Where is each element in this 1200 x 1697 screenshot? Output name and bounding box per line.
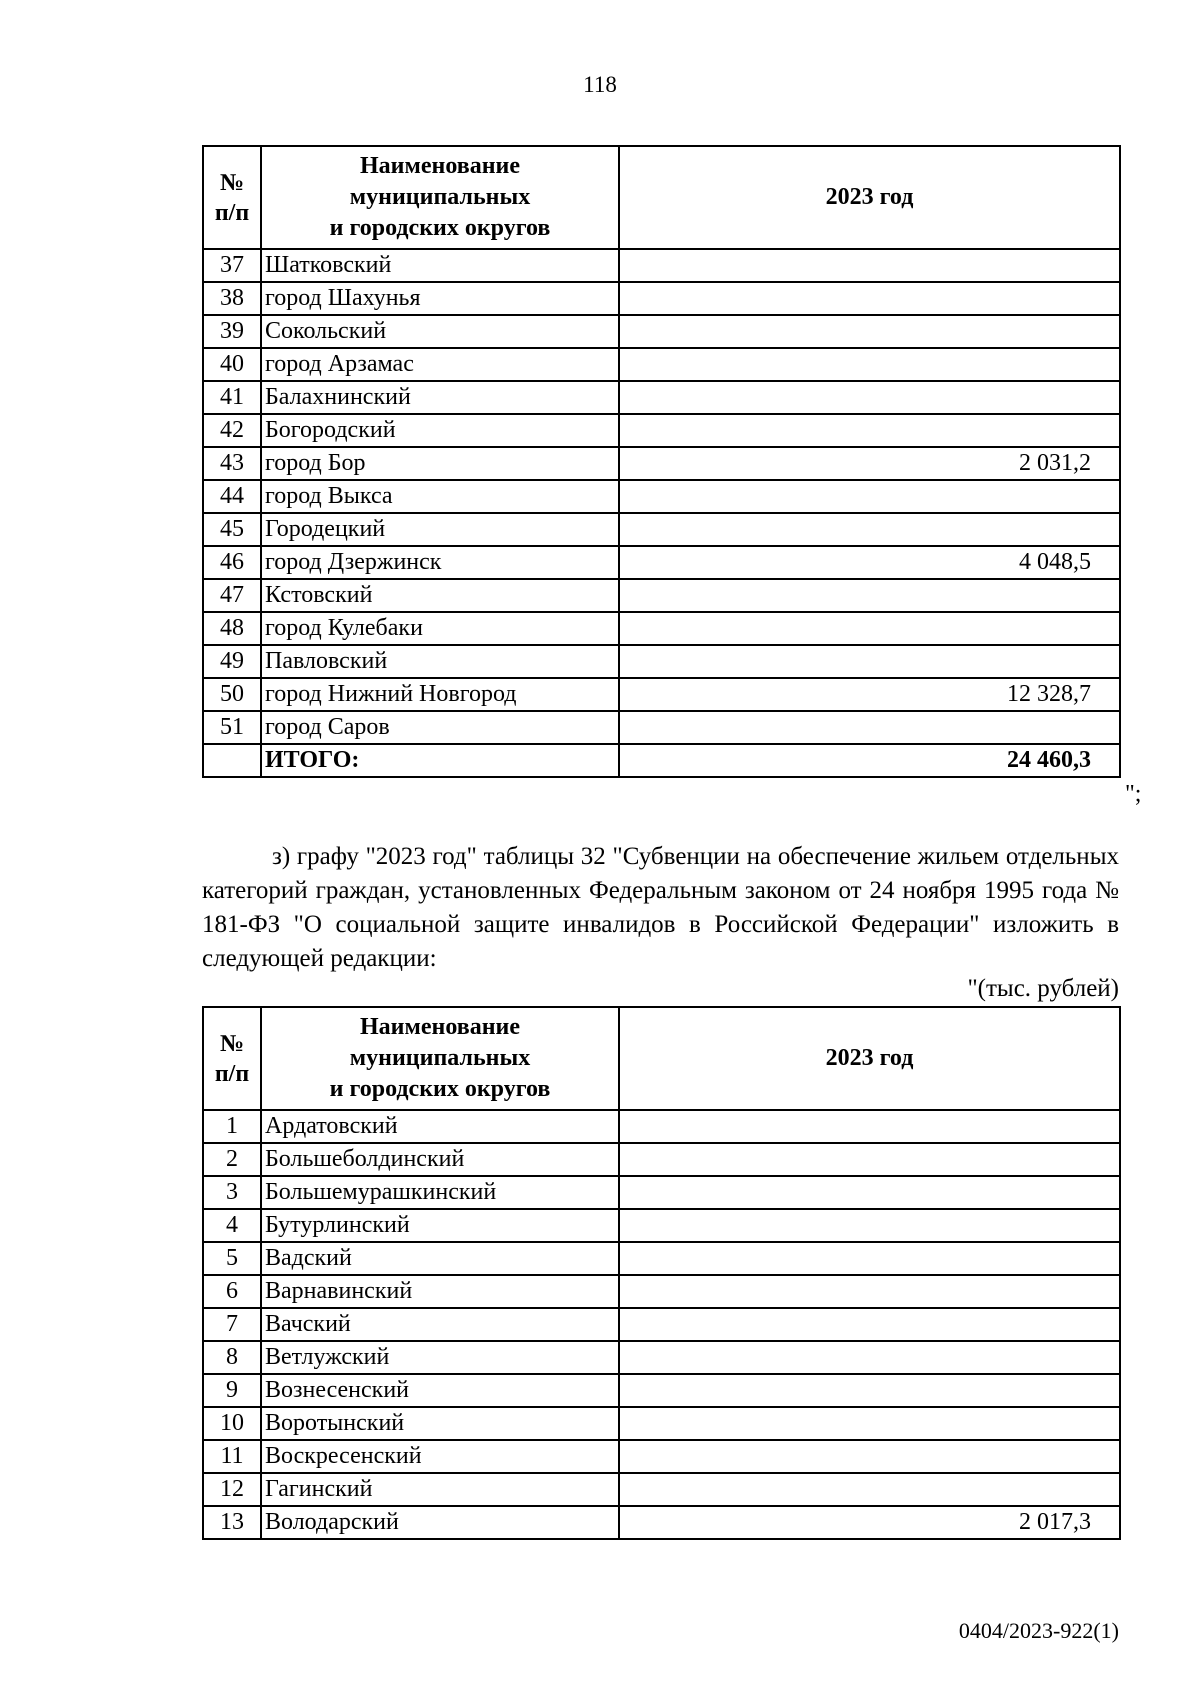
header-number: [203, 1007, 261, 1110]
table-row: [203, 1110, 1120, 1143]
row-number: 44: [203, 480, 261, 513]
header-number-abbrev: п/п: [214, 1060, 250, 1087]
table-body: [203, 249, 1120, 744]
year-value: 2 031,2: [619, 447, 1120, 480]
row-number: 50: [203, 678, 261, 711]
year-value: [619, 579, 1120, 612]
housing-subvention-table: [202, 1006, 1121, 1540]
table-row: [203, 315, 1120, 348]
year-value: [619, 513, 1120, 546]
header-name-line: Наименование: [360, 1014, 520, 1040]
year-value: [619, 711, 1120, 744]
municipality-name: город Кулебаки: [261, 612, 619, 645]
header-number-symbol: №: [219, 169, 245, 196]
municipality-name: Вознесенский: [261, 1374, 619, 1407]
row-number: 2: [203, 1143, 261, 1176]
total-number-cell: [203, 744, 261, 777]
municipality-name: Богородский: [261, 414, 619, 447]
municipality-name: Городецкий: [261, 513, 619, 546]
year-value: [619, 1308, 1120, 1341]
row-number: 42: [203, 414, 261, 447]
year-value: [619, 381, 1120, 414]
municipality-name: город Дзержинск: [261, 546, 619, 579]
table-row: [203, 447, 1120, 480]
year-value: [619, 1374, 1120, 1407]
municipality-name: Варнавинский: [261, 1275, 619, 1308]
row-number: 43: [203, 447, 261, 480]
year-value: [619, 1473, 1120, 1506]
table-row: [203, 480, 1120, 513]
row-number: 41: [203, 381, 261, 414]
municipality-name: город Шахунья: [261, 282, 619, 315]
total-label: ИТОГО:: [261, 744, 619, 777]
table-row: [203, 249, 1120, 282]
year-value: [619, 414, 1120, 447]
page-number: 118: [583, 72, 617, 97]
row-number: 37: [203, 249, 261, 282]
header-number: [203, 146, 261, 249]
header-number-symbol: №: [219, 1030, 245, 1057]
row-number: 45: [203, 513, 261, 546]
row-number: 6: [203, 1275, 261, 1308]
row-number: 10: [203, 1407, 261, 1440]
table-row: [203, 1143, 1120, 1176]
municipality-name: Балахнинский: [261, 381, 619, 414]
table-header-row: [203, 146, 1120, 249]
header-year: 2023 год: [619, 146, 1120, 249]
header-municipality: [261, 1007, 619, 1110]
table-row: [203, 1308, 1120, 1341]
header-year: 2023 год: [619, 1007, 1120, 1110]
year-value: [619, 645, 1120, 678]
municipality-name: город Нижний Новгород: [261, 678, 619, 711]
year-value: [619, 282, 1120, 315]
row-number: 40: [203, 348, 261, 381]
year-value: [619, 1110, 1120, 1143]
table-row: [203, 1440, 1120, 1473]
table-row: [203, 612, 1120, 645]
year-value: [619, 249, 1120, 282]
table-row: [203, 1473, 1120, 1506]
municipality-name: Павловский: [261, 645, 619, 678]
row-number: 9: [203, 1374, 261, 1407]
row-number: 7: [203, 1308, 261, 1341]
table-row: [203, 1242, 1120, 1275]
document-code: 0404/2023-922(1): [958, 1618, 1119, 1643]
year-value: [619, 348, 1120, 381]
municipality-name: Володарский: [261, 1506, 619, 1539]
year-value: [619, 1275, 1120, 1308]
year-value: [619, 1440, 1120, 1473]
row-number: 11: [203, 1440, 261, 1473]
municipality-name: Ветлужский: [261, 1341, 619, 1374]
table-body: [203, 1110, 1120, 1539]
header-name-line: и городских округов: [329, 1076, 551, 1102]
row-number: 38: [203, 282, 261, 315]
year-value: [619, 480, 1120, 513]
table-row: [203, 546, 1120, 579]
row-number: 3: [203, 1176, 261, 1209]
header-number-abbrev: п/п: [214, 199, 250, 226]
header-name-line: Наименование: [360, 153, 520, 179]
year-value: [619, 1341, 1120, 1374]
municipality-name: Большеболдинский: [261, 1143, 619, 1176]
header-municipality: [261, 146, 619, 249]
row-number: 8: [203, 1341, 261, 1374]
municipality-name: Большемурашкинский: [261, 1176, 619, 1209]
table-row: [203, 1209, 1120, 1242]
row-number: 48: [203, 612, 261, 645]
table-row: [203, 414, 1120, 447]
row-number: 4: [203, 1209, 261, 1242]
municipality-name: город Арзамас: [261, 348, 619, 381]
table-row: [203, 348, 1120, 381]
table-row: [203, 1341, 1120, 1374]
municipality-name: Воскресенский: [261, 1440, 619, 1473]
row-number: 51: [203, 711, 261, 744]
year-value: [619, 315, 1120, 348]
table-row: [203, 579, 1120, 612]
municipality-name: Кстовский: [261, 579, 619, 612]
row-number: 47: [203, 579, 261, 612]
municipality-name: Шатковский: [261, 249, 619, 282]
table-row: [203, 282, 1120, 315]
header-name-line: и городских округов: [329, 215, 551, 241]
municipality-name: Вадский: [261, 1242, 619, 1275]
year-value: [619, 1176, 1120, 1209]
header-name-line: муниципальных: [349, 184, 531, 210]
row-number: 5: [203, 1242, 261, 1275]
units-label: "(тыс. рублей): [967, 975, 1119, 1002]
municipality-name: город Саров: [261, 711, 619, 744]
year-value: 2 017,3: [619, 1506, 1120, 1539]
table-row: [203, 1407, 1120, 1440]
row-number: 46: [203, 546, 261, 579]
total-value: 24 460,3: [619, 744, 1120, 777]
year-value: [619, 1209, 1120, 1242]
table-row: [203, 1275, 1120, 1308]
municipality-name: Ардатовский: [261, 1110, 619, 1143]
year-value: [619, 1242, 1120, 1275]
amendment-paragraph: з) графу "2023 год" таблицы 32 "Субвенции на обеспечение жильем отдельных категорий граждан, установленных Федеральным законом от 24 ноября 1995 года № 181-ФЗ "О социальной защите инвалидов в Российской Федерации" изложить в следующей редакции:: [202, 843, 1119, 972]
table-row: [203, 645, 1120, 678]
year-value: 4 048,5: [619, 546, 1120, 579]
municipality-name: город Бор: [261, 447, 619, 480]
municipality-name: город Выкса: [261, 480, 619, 513]
table-row: [203, 381, 1120, 414]
row-number: 39: [203, 315, 261, 348]
table-row: [203, 678, 1120, 711]
year-value: [619, 612, 1120, 645]
municipality-name: Гагинский: [261, 1473, 619, 1506]
header-name-line: муниципальных: [349, 1045, 531, 1071]
municipality-name: Вачский: [261, 1308, 619, 1341]
table-row: [203, 513, 1120, 546]
table-row: [203, 711, 1120, 744]
row-number: 49: [203, 645, 261, 678]
closing-quote: ";: [1125, 781, 1142, 807]
municipality-name: Воротынский: [261, 1407, 619, 1440]
table-header-row: [203, 1007, 1120, 1110]
total-row: [203, 744, 1120, 777]
table-row: [203, 1374, 1120, 1407]
table-row: [203, 1506, 1120, 1539]
municipality-name: Сокольский: [261, 315, 619, 348]
year-value: 12 328,7: [619, 678, 1120, 711]
year-value: [619, 1143, 1120, 1176]
row-number: 12: [203, 1473, 261, 1506]
subsidy-table-continued: [202, 145, 1121, 778]
row-number: 1: [203, 1110, 261, 1143]
year-value: [619, 1407, 1120, 1440]
row-number: 13: [203, 1506, 261, 1539]
municipality-name: Бутурлинский: [261, 1209, 619, 1242]
table-row: [203, 1176, 1120, 1209]
